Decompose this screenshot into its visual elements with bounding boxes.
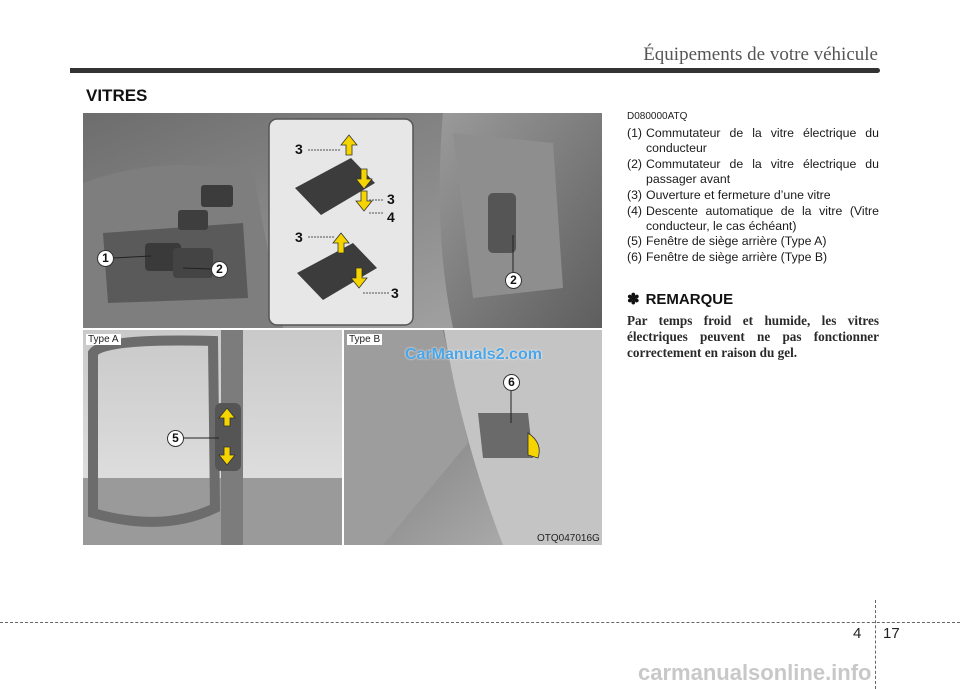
callout-3-lower-up: 3 — [295, 229, 303, 245]
type-a-label: Type A — [88, 334, 119, 345]
callout-2-driver: 2 — [211, 261, 228, 278]
page-divider — [875, 600, 876, 689]
chapter-title: Équipements de votre véhicule — [643, 44, 878, 65]
list-item: (2) Commutateur de la vitre électrique du passager avant — [627, 156, 879, 187]
callout-4: 4 — [387, 209, 395, 225]
watermark-footer: carmanualsonline.info — [638, 660, 872, 685]
callout-6: 6 — [503, 374, 520, 391]
callout-3-lower-down: 3 — [391, 285, 399, 301]
remark-star-icon: ✽ — [627, 291, 640, 308]
window-controls-illustration — [83, 113, 602, 545]
remark-title: REMARQUE — [645, 291, 734, 308]
illustration-graphic — [83, 113, 602, 545]
item-list — [627, 126, 879, 266]
remark-heading — [627, 290, 733, 308]
remark-body: Par temps froid et humide, les vitres électriques peuvent ne pas fonctionner correctement en raison du gel. — [627, 313, 879, 360]
image-code: OTQ047016G — [537, 533, 600, 544]
callout-1: 1 — [97, 250, 114, 267]
type-b-label: Type B — [349, 334, 381, 345]
callout-3-down: 3 — [387, 191, 395, 207]
list-item: (4) Descente automatique de la vitre (Vitre conducteur, le cas échéant) — [627, 203, 879, 233]
chapter-number: 4 — [853, 625, 862, 642]
list-item: (1) Commutateur de la vitre électrique du conducteur — [627, 126, 879, 156]
list-item: (5) Fenêtre de siège arrière (Type A) — [627, 234, 827, 249]
callout-3-up: 3 — [295, 141, 303, 157]
list-item: (6) Fenêtre de siège arrière (Type B) — [627, 250, 828, 265]
header-rule — [70, 68, 880, 73]
watermark-carmanuals: CarManuals2.com — [405, 346, 542, 363]
section-code: D080000ATQ — [627, 111, 688, 122]
list-item: (3) Ouverture et fermeture d’une vitre — [627, 187, 831, 202]
callout-5: 5 — [167, 430, 184, 447]
callout-2-passenger: 2 — [505, 272, 522, 289]
page-number: 17 — [883, 625, 900, 642]
footer-rule — [0, 622, 960, 623]
section-title: VITRES — [86, 86, 148, 105]
